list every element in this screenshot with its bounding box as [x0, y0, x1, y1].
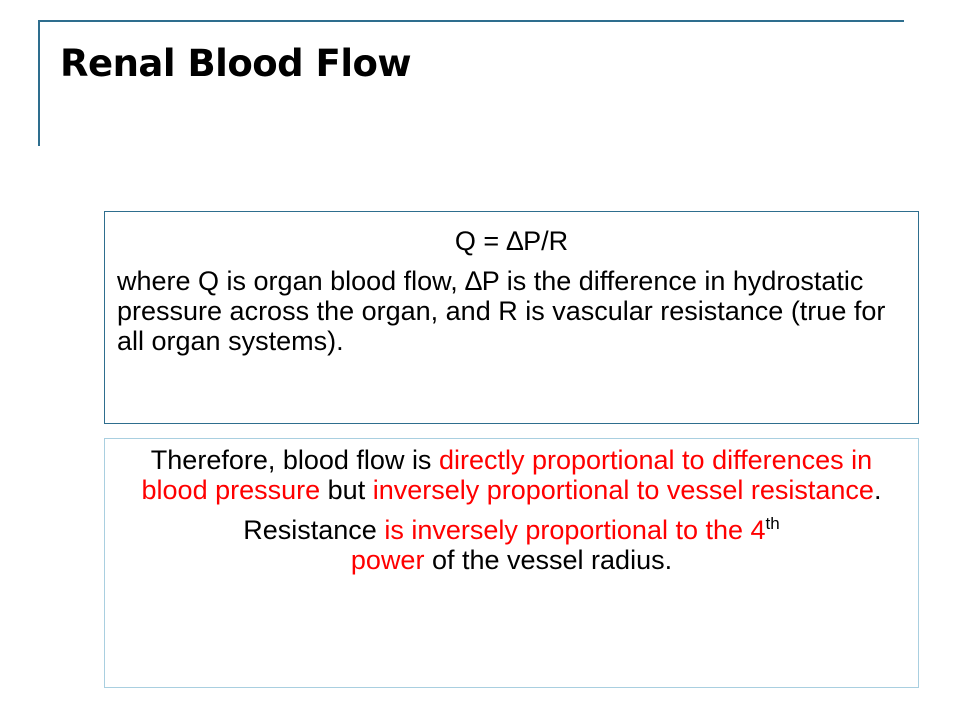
equation-box: [104, 211, 919, 424]
p2-text-a: Resistance: [243, 515, 385, 545]
conclusion-paragraph-2: [117, 515, 906, 575]
equation: Q = ∆P/R: [454, 226, 569, 256]
conclusion-paragraph-1: [117, 445, 906, 505]
p2-text-d: of the vessel radius.: [424, 545, 673, 575]
frame-left-line: [38, 20, 40, 146]
p2-emphasis-power: power: [350, 545, 425, 575]
conclusion-box: [104, 438, 919, 688]
p1-text-e: .: [873, 475, 882, 505]
p1-text-c: but: [320, 475, 373, 505]
equation-description: where Q is organ blood flow, ∆P is the difference in hydrostatic pressure across the organ, and R is vascular resistance (true for all organ systems).: [117, 266, 886, 356]
slide-title: Renal Blood Flow: [60, 42, 412, 85]
p1-emphasis-inversely-proportional: inversely proportional to vessel resistance: [372, 475, 874, 505]
p1-text-a: Therefore, blood flow is: [150, 445, 439, 475]
p1-emphasis-directly-proportional: directly proportional to differences in blood pressure: [141, 445, 873, 505]
frame-top-line: [38, 20, 904, 22]
p2-emphasis-inversely: is inversely proportional to the 4: [384, 515, 766, 545]
p2-superscript: th: [765, 514, 780, 533]
